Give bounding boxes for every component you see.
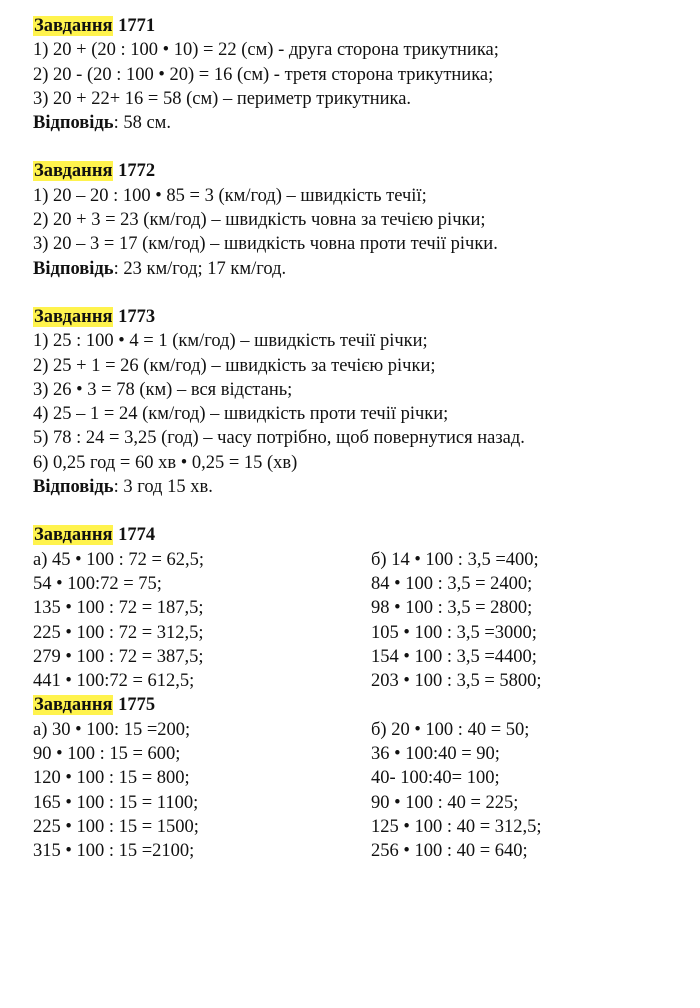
task-number: 1771 bbox=[118, 16, 156, 36]
task-1771 bbox=[33, 14, 683, 135]
task-heading bbox=[33, 305, 683, 329]
calc-line: 125 • 100 : 40 = 312,5; bbox=[371, 816, 542, 837]
calc-line: а) 45 • 100 : 72 = 62,5; bbox=[33, 549, 205, 570]
calc-line: 84 • 100 : 3,5 = 2400; bbox=[371, 573, 533, 594]
calc-line: 441 • 100:72 = 612,5; bbox=[33, 671, 195, 692]
calc-line: 165 • 100 : 15 = 1100; bbox=[33, 792, 199, 813]
column-b bbox=[371, 548, 671, 694]
calc-line: 105 • 100 : 3,5 =3000; bbox=[371, 622, 537, 643]
calc-line: 225 • 100 : 72 = 312,5; bbox=[33, 622, 204, 643]
calc-line: 40- 100:40= 100; bbox=[371, 768, 500, 789]
answer-value: : 3 год 15 хв. bbox=[113, 477, 213, 498]
solution-line: 4) 25 – 1 = 24 (км/год) – швидкість проти течії річки; bbox=[33, 404, 449, 425]
solution-line: 2) 25 + 1 = 26 (км/год) – швидкість за течією річки; bbox=[33, 355, 436, 376]
calc-line: 135 • 100 : 72 = 187,5; bbox=[33, 598, 204, 619]
task-heading bbox=[33, 159, 683, 183]
task-label-highlight: Завдання bbox=[34, 16, 113, 36]
calc-line: 120 • 100 : 15 = 800; bbox=[33, 768, 190, 789]
answer-value: : 23 км/год; 17 км/год. bbox=[113, 258, 287, 279]
solution-line: 6) 0,25 год = 60 хв • 0,25 = 15 (хв) bbox=[33, 452, 298, 473]
calc-line: 98 • 100 : 3,5 = 2800; bbox=[371, 598, 533, 619]
solution-line: 3) 20 – 3 = 17 (км/год) – швидкість човна проти течії річки. bbox=[33, 234, 498, 255]
task-label-highlight: Завдання bbox=[34, 161, 113, 182]
task-number: 1774 bbox=[118, 525, 156, 546]
task-heading bbox=[33, 14, 683, 38]
answer-line bbox=[33, 111, 683, 135]
column-b bbox=[371, 718, 671, 864]
calc-line: 203 • 100 : 3,5 = 5800; bbox=[371, 671, 542, 692]
document-page bbox=[33, 14, 683, 864]
calc-line: 154 • 100 : 3,5 =4400; bbox=[371, 646, 537, 667]
task-heading bbox=[33, 693, 683, 717]
task-number: 1775 bbox=[118, 695, 156, 716]
solution-line: 5) 78 : 24 = 3,25 (год) – часу потрібно, щоб повернутися назад. bbox=[33, 428, 525, 449]
solution-line: 1) 25 : 100 • 4 = 1 (км/год) – швидкість течії річки; bbox=[33, 331, 428, 352]
calc-line: 90 • 100 : 40 = 225; bbox=[371, 792, 519, 813]
column-a bbox=[33, 718, 371, 864]
task-number: 1772 bbox=[118, 161, 156, 182]
task-number: 1773 bbox=[118, 306, 156, 327]
calc-line: 279 • 100 : 72 = 387,5; bbox=[33, 646, 204, 667]
column-a bbox=[33, 548, 371, 694]
answer-line bbox=[33, 475, 683, 499]
calc-line: 315 • 100 : 15 =2100; bbox=[33, 841, 195, 862]
answer-line bbox=[33, 257, 683, 281]
task-label-highlight: Завдання bbox=[34, 695, 113, 716]
answer-value: : 58 см. bbox=[113, 113, 171, 134]
calc-line: 36 • 100:40 = 90; bbox=[371, 744, 500, 765]
task-1772 bbox=[33, 159, 683, 280]
solution-line: 3) 26 • 3 = 78 (км) – вся відстань; bbox=[33, 379, 293, 400]
task-1775 bbox=[33, 693, 683, 863]
calc-line: а) 30 • 100: 15 =200; bbox=[33, 719, 191, 740]
solution-line: 1) 20 – 20 : 100 • 85 = 3 (км/год) – швидкість течії; bbox=[33, 185, 427, 206]
solution-line: 2) 20 + 3 = 23 (км/год) – швидкість човна за течією річки; bbox=[33, 210, 486, 231]
solution-line: 3) 20 + 22+ 16 = 58 (см) – периметр трикутника. bbox=[33, 88, 412, 109]
calc-line: б) 14 • 100 : 3,5 =400; bbox=[371, 549, 539, 570]
calc-line: 256 • 100 : 40 = 640; bbox=[371, 841, 528, 862]
solution-line: 2) 20 - (20 : 100 • 20) = 16 (см) - третя сторона трикутника; bbox=[33, 64, 494, 85]
task-1774 bbox=[33, 523, 683, 693]
task-heading bbox=[33, 523, 683, 547]
calc-line: 54 • 100:72 = 75; bbox=[33, 573, 162, 594]
calc-line: 90 • 100 : 15 = 600; bbox=[33, 744, 181, 765]
task-label-highlight: Завдання bbox=[34, 306, 113, 327]
answer-label: Відповідь bbox=[33, 113, 114, 134]
two-column-solutions bbox=[33, 548, 683, 694]
two-column-solutions bbox=[33, 718, 683, 864]
task-1773 bbox=[33, 305, 683, 499]
task-label-highlight: Завдання bbox=[34, 525, 113, 546]
calc-line: 225 • 100 : 15 = 1500; bbox=[33, 816, 199, 837]
answer-label: Відповідь bbox=[33, 258, 114, 279]
calc-line: б) 20 • 100 : 40 = 50; bbox=[371, 719, 530, 740]
solution-line: 1) 20 + (20 : 100 • 10) = 22 (см) - друга сторона трикутника; bbox=[33, 40, 499, 61]
answer-label: Відповідь bbox=[33, 477, 114, 498]
